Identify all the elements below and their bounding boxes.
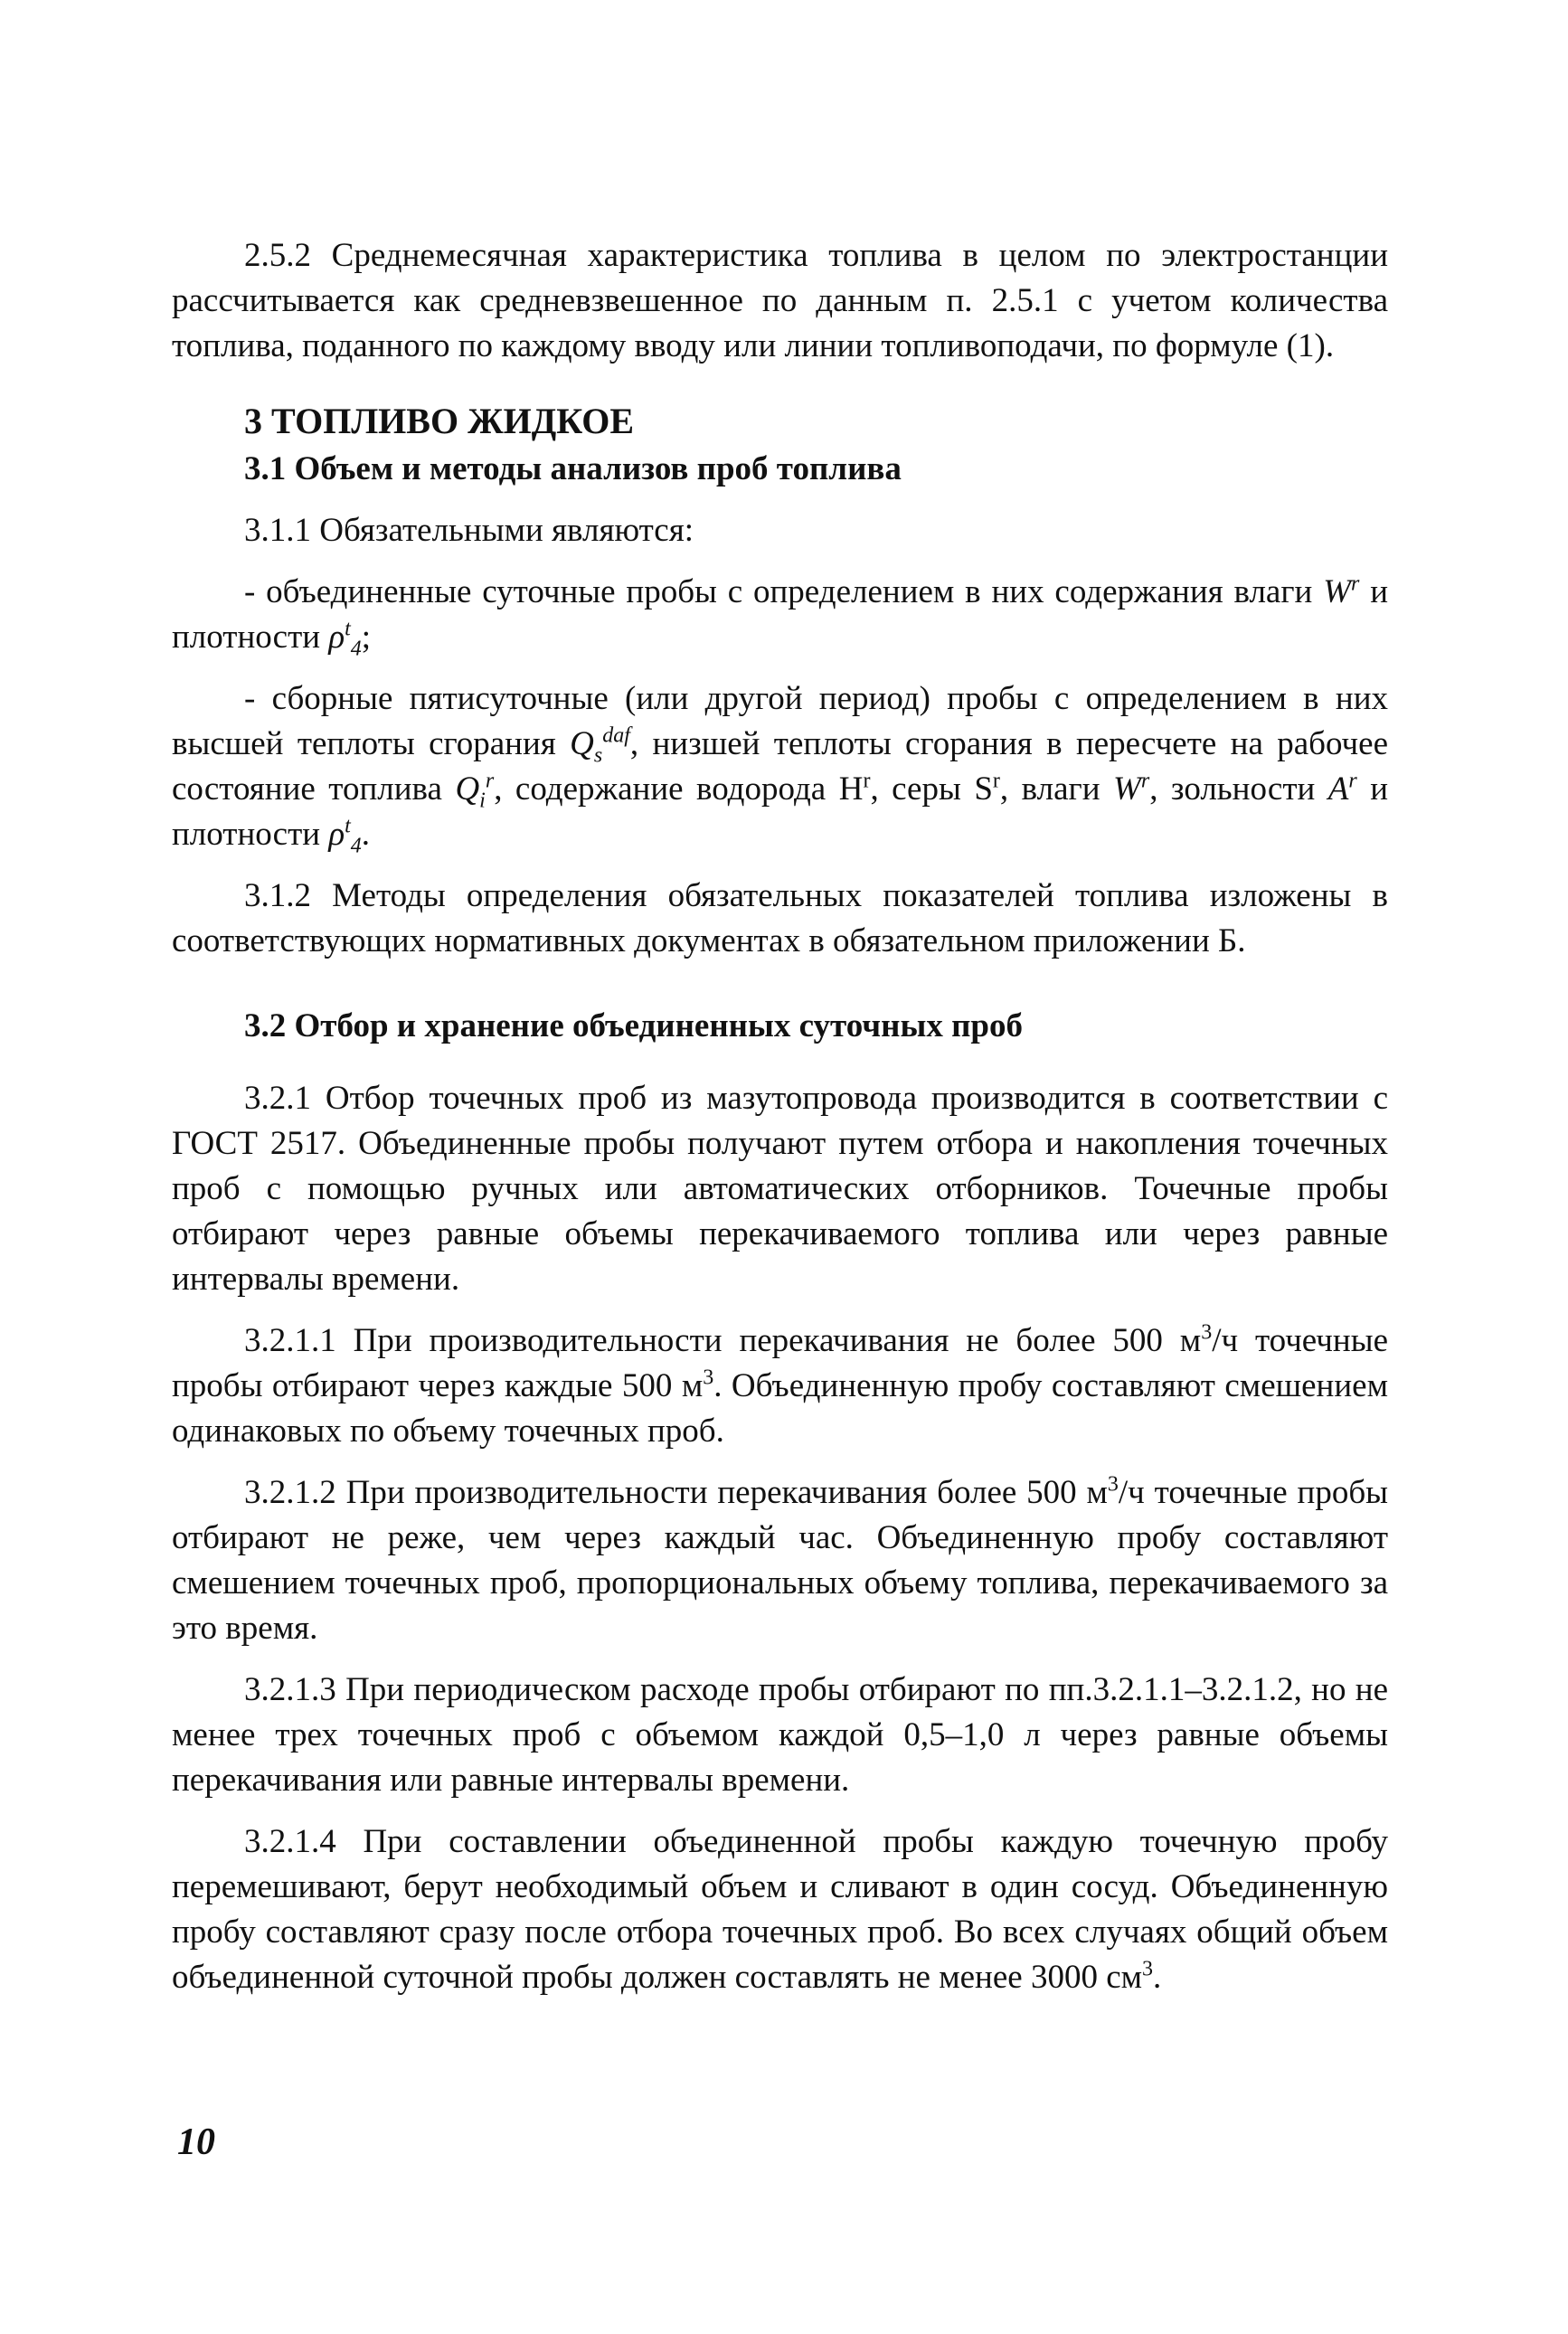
item2-lower-heat-text: , низшей теплоты сгорания в пересчете на рабочее состояние топлива: [172, 725, 1388, 808]
paragraph-3-2-1: 3.2.1 Отбор точечных проб из мазутопровода производится в соответствии с ГОСТ 2517. Объединенные пробы получают путем отбора и накопления точечных проб с помощью ручных или автоматических отборников. Точечные пробы отбирают через равные объемы перекачиваемого топлива или через равные интервалы времени.: [172, 1080, 1388, 1298]
page-number: 10: [177, 2121, 215, 2163]
symbol-density-2: $\rho^t_4$: [328, 814, 362, 858]
document-page: [172, 233, 1388, 2000]
symbol-ash: $A^r$: [1327, 769, 1357, 808]
paragraph-3-2-1-4: 3.2.1.4 При составлении объединенной пробы каждую точечную пробу перемешивают, берут необходимый объем и сливают в один сосуд. Объединенную пробу составляют сразу после отбора точечных проб. Во всех случаях общий объем объединенной суточной пробы должен составлять не менее 3000 $см^3$.: [172, 1823, 1388, 1996]
paragraph-3-2-1-1: 3.2.1.1 При производительности перекачивания не более 500 $м^3/ч$ точечные пробы отбирают через каждые 500 $м^3$. Объединенную пробу составляют смешением одинаковых по объему точечных проб.: [172, 1320, 1388, 1450]
symbol-sulfur: $S^r$: [974, 769, 1000, 808]
symbol-lower-heat: $Q_i^r$: [455, 769, 495, 813]
heading-3-1: 3.1 Объем и методы анализов проб топлива: [244, 450, 902, 487]
paragraph-3-2-1-2: 3.2.1.2 При производительности перекачивания более 500 $м^3/ч$ точечные пробы отбирают не реже, чем через каждый час. Объединенную пробу составляют смешением точечных проб, пропорциональных объему топлива, перекачиваемого за это время.: [172, 1472, 1388, 1647]
symbol-moisture: $W^r$: [1323, 572, 1360, 610]
paragraph-3-1-1-intro: 3.1.1 Обязательными являются:: [244, 512, 694, 549]
symbol-hydrogen: $H^r$: [838, 769, 871, 808]
symbol-higher-heat: $Q_s^{daf}$: [570, 723, 630, 768]
list-item-daily-samples: - объединенные суточные пробы с определением в них содержания влаги $W^r$ и плотности $\rho^t_4$;: [172, 572, 1389, 661]
item1-density-text: и плотности: [172, 573, 1389, 656]
heading-3-2: 3.2 Отбор и хранение объединенных суточных проб: [244, 1007, 1024, 1044]
list-item-five-day-samples: - сборные пятисуточные (или другой период) пробы с определением в них высшей теплоты сгорания $Q_s^{daf}$, низшей теплоты сгорания в пересчете на рабочее состояние топлива $Q_i^r$, содержание водорода $H^r$, серы $S^r$, влаги $W^r$, зольности $A^r$ и плотности $\rho^t_4$.: [172, 680, 1389, 858]
symbol-density: $\rho^t_4$: [328, 617, 362, 661]
item2-text: - сборные пятисуточные (или другой период) пробы с определением в них высшей теплоты сгорания: [172, 680, 1388, 762]
item1-text: - объединенные суточные пробы с определением в них содержания влаги: [244, 573, 1313, 610]
paragraph-3-2-1-3: 3.2.1.3 При периодическом расходе пробы отбирают по пп.3.2.1.1–3.2.1.2, но не менее трех точечных проб с объемом каждой 0,5–1,0 л через равные объемы перекачивания или равные интервалы времени.: [172, 1671, 1388, 1799]
heading-liquid-fuel: 3 ТОПЛИВО ЖИДКОЕ: [244, 401, 635, 441]
symbol-moisture-2: $W^r$: [1113, 769, 1150, 808]
paragraph-2-5-2: 2.5.2 Среднемесячная характеристика топлива в целом по электростанции рассчитывается как средневзвешенное по данным п. 2.5.1 с учетом количества топлива, поданного по каждому вводу или линии топливоподачи, по формуле (1).: [172, 237, 1388, 364]
paragraph-3-1-2: 3.1.2 Методы определения обязательных показателей топлива изложены в соответствующих нормативных документах в обязательном приложении Б.: [172, 877, 1388, 959]
